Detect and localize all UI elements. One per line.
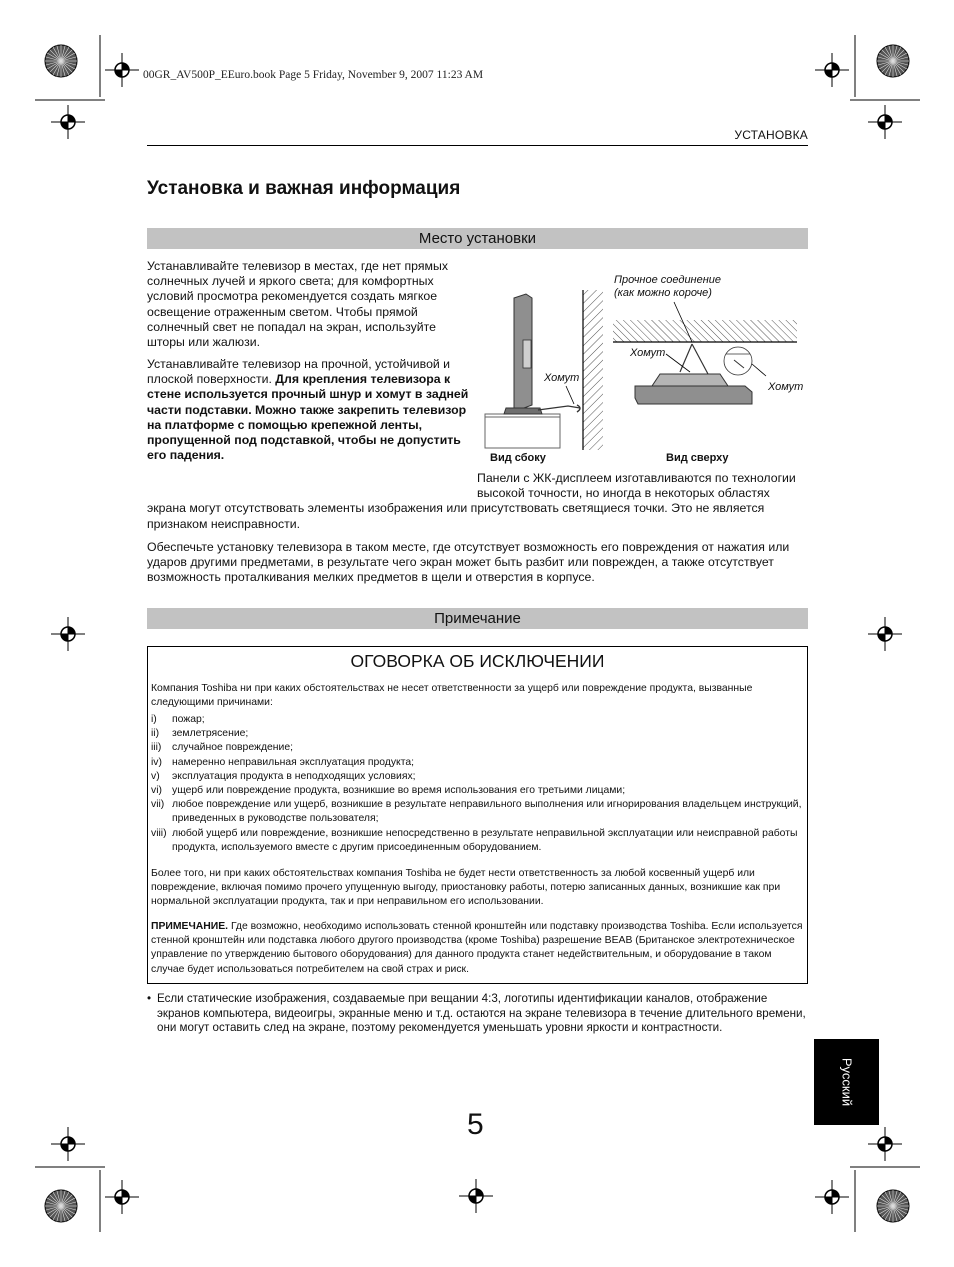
wall-top-shape <box>613 320 797 342</box>
registration-mark-quarter <box>885 1137 892 1144</box>
section-heading-placement: Место установки <box>147 228 808 249</box>
note-label: ПРИМЕЧАНИЕ. <box>151 921 229 932</box>
registration-mark-quarter <box>878 1144 885 1151</box>
list-item: viii) любой ущерб или повреждение, возникшие непосредственно в результате неправильной эксплуатации или неисправной работы продукта, используемого вместе с другим присоединенным оборудованием. <box>151 827 798 853</box>
clamp-label-top: Хомут <box>630 347 666 359</box>
registration-mark-quarter <box>122 1190 129 1197</box>
paragraph-placement: Устанавливайте телевизор в местах, где нет прямых солнечных лучей и яркого света; для комфортных условий просмотра рекомендуется создать мягкое освещение отраженным светом. Чтобы прямой солнечный свет не попадал на экран, используйте шторы или жалюзи. <box>147 259 448 350</box>
paragraph-lcd <box>147 471 797 532</box>
float-spacer <box>147 471 477 501</box>
registration-mark-quarter <box>878 634 885 641</box>
disclaimer-box <box>147 646 808 984</box>
tv-top-shape <box>635 386 752 404</box>
paragraph-lcd-text: Панели с ЖК-дисплеем изготавливаются по технологии высокой точности, но иногда в некоторых областях экрана могут отсутствовать элементы изображения или присутствовать светящиеся точки. Это не является признаком неисправности. <box>147 471 796 531</box>
registration-mark-quarter <box>885 115 892 122</box>
disclaimer-liability: Более того, ни при каких обстоятельствах компания Toshiba не будет нести ответственность за любой косвенный ущерб или повреждение, включая помимо прочего упущенную выгоду, приостановку работы, потерю записанных данных, возникшие как при нормальной эксплуатации продукта, так и при неправильном его использовании. <box>151 868 781 908</box>
registration-mark-quarter <box>68 115 75 122</box>
registration-mark-quarter <box>832 63 839 70</box>
registration-mark-quarter <box>832 1190 839 1197</box>
section-heading-note: Примечание <box>147 608 808 629</box>
list-item: v) эксплуатация продукта в неподходящих условиях; <box>151 770 416 782</box>
print-info: 00GR_AV500P_EEuro.book Page 5 Friday, November 9, 2007 11:23 AM <box>143 69 484 81</box>
registration-mark-quarter <box>68 1137 75 1144</box>
disclaimer-title: ОГОВОРКА ОБ ИСКЛЮЧЕНИИ <box>350 651 605 671</box>
list-item: iv) намеренно неправильная эксплуатация продукта; <box>151 756 415 768</box>
top-view-caption: Вид сверху <box>666 452 729 464</box>
note-text: Где возможно, необходимо использовать стенной кронштейн или подставку производства Toshiba. Если используется стенной кронштейн или подставка любого другого производства (кроме Toshiba) разрешение BEAB (Британское электротехническое управление по утверждению бытового оборудования) для данного продукта станет недействительным, и оборудование в таком случае будет использоваться потребителем на свой страх и риск. <box>151 921 803 975</box>
stand-shape <box>504 408 542 414</box>
list-item: vii) любое повреждение или ущерб, возникшие в результате неправильного выполнения или игнорирования владельцем инструкций, приведенных в руководстве пользователя; <box>151 799 802 825</box>
paragraph-stability-bold: Для крепления телевизора к стене используется прочный шнур и хомут в задней части подставки. Можно также закрепить телевизор на платформе с помощью крепежной ленты, пропущенной под подставкой, чтобы не допустить его падения. <box>147 372 469 463</box>
registration-mark-quarter <box>825 1197 832 1204</box>
list-item: iii) случайное повреждение; <box>151 742 293 754</box>
bullet-mark: • <box>147 992 152 1005</box>
disclaimer-note <box>151 920 803 977</box>
registration-mark-quarter <box>115 1197 122 1204</box>
paragraph-damage: Обеспечьте установку телевизора в таком месте, где отсутствует возможность его повреждения от нажатия или ударов другими предметами, в результате чего экран может быть разбит или поврежден, а также отсутствует возможность проталкивания мелких предметов в щели и отверстия в корпусе. <box>147 540 790 585</box>
list-item: ii) землетрясение; <box>151 728 249 740</box>
list-item: vi) ущерб или повреждение продукта, возникшие во время использования его третьими лицами; <box>151 785 626 797</box>
registration-mark-quarter <box>469 1196 476 1203</box>
page-title: Установка и важная информация <box>147 178 461 199</box>
language-tab <box>814 1039 879 1125</box>
clamp-label-side: Хомут <box>544 372 580 384</box>
table-shape <box>485 414 560 448</box>
registration-mark-quarter <box>61 122 68 129</box>
registration-mark-quarter <box>115 70 122 77</box>
disclaimer-intro: Компания Toshiba ни при каких обстоятельствах не несет ответственности за ущерб или повреждение продукта, вызванные следующими причинами: <box>151 683 753 709</box>
running-header: УСТАНОВКА <box>734 128 808 142</box>
registration-mark-quarter <box>825 70 832 77</box>
registration-mark-quarter <box>476 1189 483 1196</box>
connection-label: Прочное соединение (как можно короче) <box>614 274 722 299</box>
disclaimer-list <box>151 713 803 855</box>
clamp-label-detail: Хомут <box>768 381 804 393</box>
registration-mark-quarter <box>122 63 129 70</box>
registration-mark-quarter <box>68 627 75 634</box>
side-view-caption: Вид сбоку <box>490 452 546 464</box>
paragraph-stability <box>147 357 469 463</box>
registration-mark-quarter <box>61 634 68 641</box>
paragraph-stability-text: Устанавливайте телевизор на прочной, устойчивой и плоской поверхности. <box>147 357 451 387</box>
header-rule <box>147 145 808 146</box>
language-tab-label: Русский <box>839 1057 854 1107</box>
bullet-paragraph <box>147 992 809 1036</box>
wall-shape <box>583 290 603 450</box>
page-number: 5 <box>467 1108 484 1141</box>
registration-mark-quarter <box>885 627 892 634</box>
registration-mark-quarter <box>61 1144 68 1151</box>
registration-mark-quarter <box>878 122 885 129</box>
bullet-text: Если статические изображения, создаваемые при вещании 4:3, логотипы идентификации каналов, отображение экранов компьютера, видеоигры, экранные меню и т.д. остаются на экране телевизора в течение длительного времени, они могут оставить след на экране, поэтому рекомендуется уменьшать уровни яркости и контрастности. <box>157 992 806 1035</box>
list-item: i) пожар; <box>151 714 205 725</box>
